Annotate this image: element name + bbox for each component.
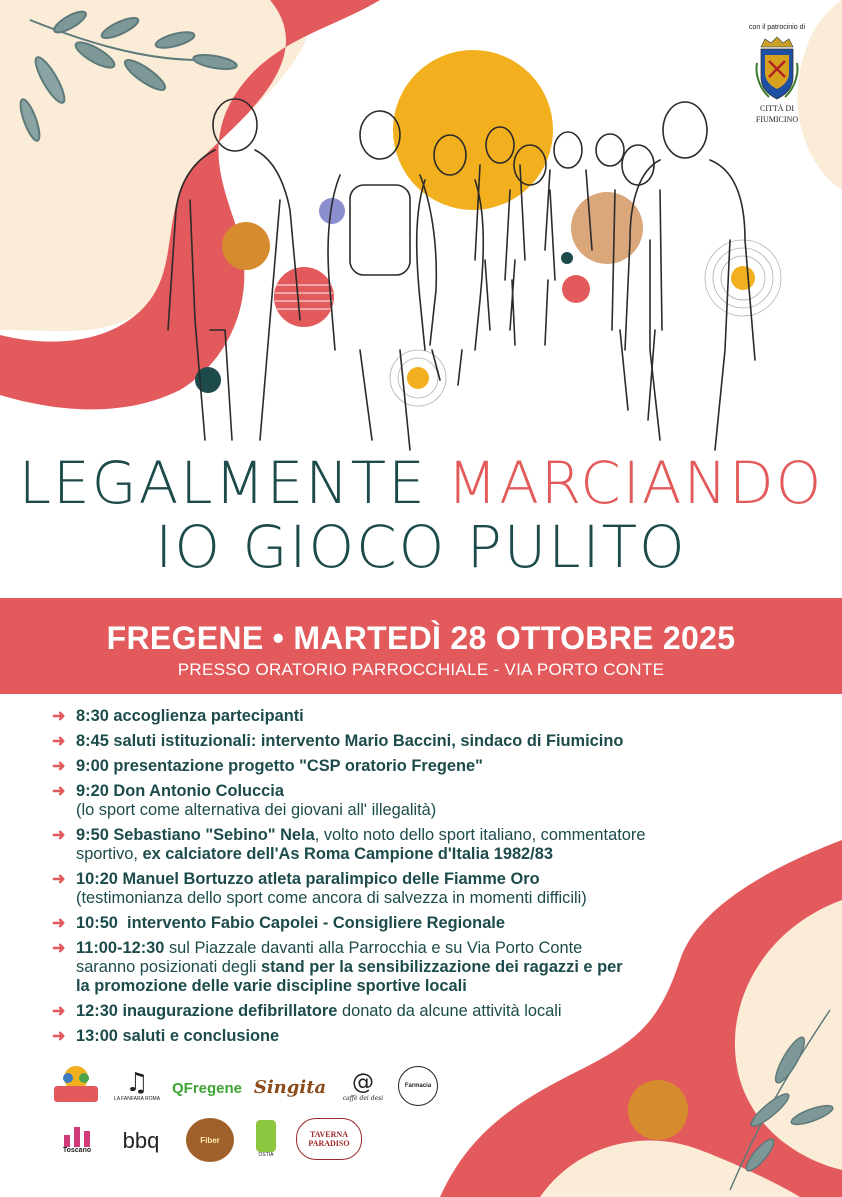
title-line-1 — [0, 448, 842, 518]
ochre-circle-left — [222, 222, 270, 270]
program-item: ➜ 10:50 intervento Fabio Capolei - Consigliere Regionale — [52, 914, 505, 932]
program-item: ➜ 9:00 presentazione progetto "CSP oratorio Fregene" — [52, 757, 483, 775]
ochre-circle-bottom — [628, 1080, 688, 1140]
arrow-right-icon: ➜ — [52, 940, 66, 957]
program-item: ➜ 12:30 inaugurazione defibrillatore donato da alcune attività locali — [52, 1002, 562, 1020]
teal-dot-right — [561, 252, 573, 264]
top-left-cream-blob — [0, 0, 309, 331]
arrow-right-icon: ➜ — [52, 871, 66, 888]
title-word-marciando: MARCIANDO — [447, 449, 824, 517]
program-item: ➜ 8:45 saluti istituzionali: intervento Mario Baccini, sindaco di Fiumicino — [52, 732, 624, 750]
arrow-right-icon: ➜ — [52, 1003, 66, 1020]
sponsor-logo-green: OSTIA — [246, 1116, 286, 1162]
yellow-dot-right — [731, 266, 755, 290]
arrow-right-icon: ➜ — [52, 783, 66, 800]
sponsor-logo-taverna: TAVERNA PARADISO — [296, 1118, 362, 1160]
program-item: ➜ 9:20 Don Antonio Coluccia (lo sport come alternativa dei giovani all' illegalità) — [52, 782, 437, 819]
tan-circle — [571, 192, 643, 264]
program-item: ➜ 8:30 accoglienza partecipanti — [52, 707, 304, 725]
red-striped-circle — [274, 267, 334, 327]
title-line-2: IO GIOCO PULITO — [155, 513, 687, 581]
patronage-city-line1: CITTÀ DI — [760, 104, 794, 113]
arrow-right-icon: ➜ — [52, 1028, 66, 1045]
patronage-label: con il patrocinio di — [748, 24, 806, 31]
patronage-city-line2: FIUMICINO — [755, 114, 799, 124]
sponsor-logo-music: ♫ LA FANFARA ROMA — [113, 1068, 161, 1102]
arrow-right-icon: ➜ — [52, 827, 66, 844]
patronage-block — [742, 24, 812, 125]
program-list — [52, 707, 812, 1052]
program-item: ➜ 13:00 saluti e conclusione — [52, 1027, 280, 1045]
arrow-right-icon: ➜ — [52, 708, 66, 725]
program-item: ➜ 11:00-12:30 sul Piazzale davanti alla Parrocchia e su Via Porto Conte saranno posizionati degli stand per la sensibilizzazione dei ragazzi e per la promozione delle varie discipline sportive locali — [52, 939, 623, 995]
sponsor-logo-farmacia: Farmacia — [398, 1066, 438, 1106]
sponsor-logo-toscano: Toscano — [54, 1118, 100, 1160]
title-word-legalmente: LEGALMENTE — [18, 449, 427, 517]
red-dot-right — [562, 275, 590, 303]
arrow-right-icon: ➜ — [52, 733, 66, 750]
music-note-icon: ♫ — [125, 1068, 149, 1098]
arrow-right-icon: ➜ — [52, 915, 66, 932]
event-date: FREGENE • MARTEDÌ 28 OTTOBRE 2025 — [106, 620, 736, 656]
sponsor-logo-singita: Singita — [253, 1076, 327, 1098]
program-item: ➜ 10:20 Manuel Bortuzzo atleta paralimpico delle Fiamme Oro (testimonianza dello sport come ancora di salvezza in momenti difficili) — [52, 870, 587, 907]
yellow-dot-center — [407, 367, 429, 389]
sponsor-logo-1 — [50, 1062, 102, 1108]
event-place: PRESSO ORATORIO PARROCCHIALE - VIA PORTO CONTE — [177, 660, 665, 679]
yellow-sun-circle — [393, 50, 553, 210]
arrow-right-icon: ➜ — [52, 758, 66, 775]
sponsor-logo-bbq: bbq — [122, 1128, 160, 1153]
spiral-icon: @ — [352, 1069, 374, 1095]
sponsor-logo-badge: Fiber — [186, 1118, 234, 1162]
sponsor-logo-spiral: @ caffè dei desi — [342, 1069, 384, 1102]
program-item: ➜ 9:50 Sebastiano "Sebino" Nela, volto noto dello sport italiano, commentatore sportivo, ex calciatore dell'As Roma Campione d'Italia 1982/83 — [52, 826, 646, 863]
sponsor-logo-qf: QFregene — [171, 1079, 243, 1097]
event-date-band — [0, 598, 842, 694]
crest-icon — [755, 33, 799, 103]
